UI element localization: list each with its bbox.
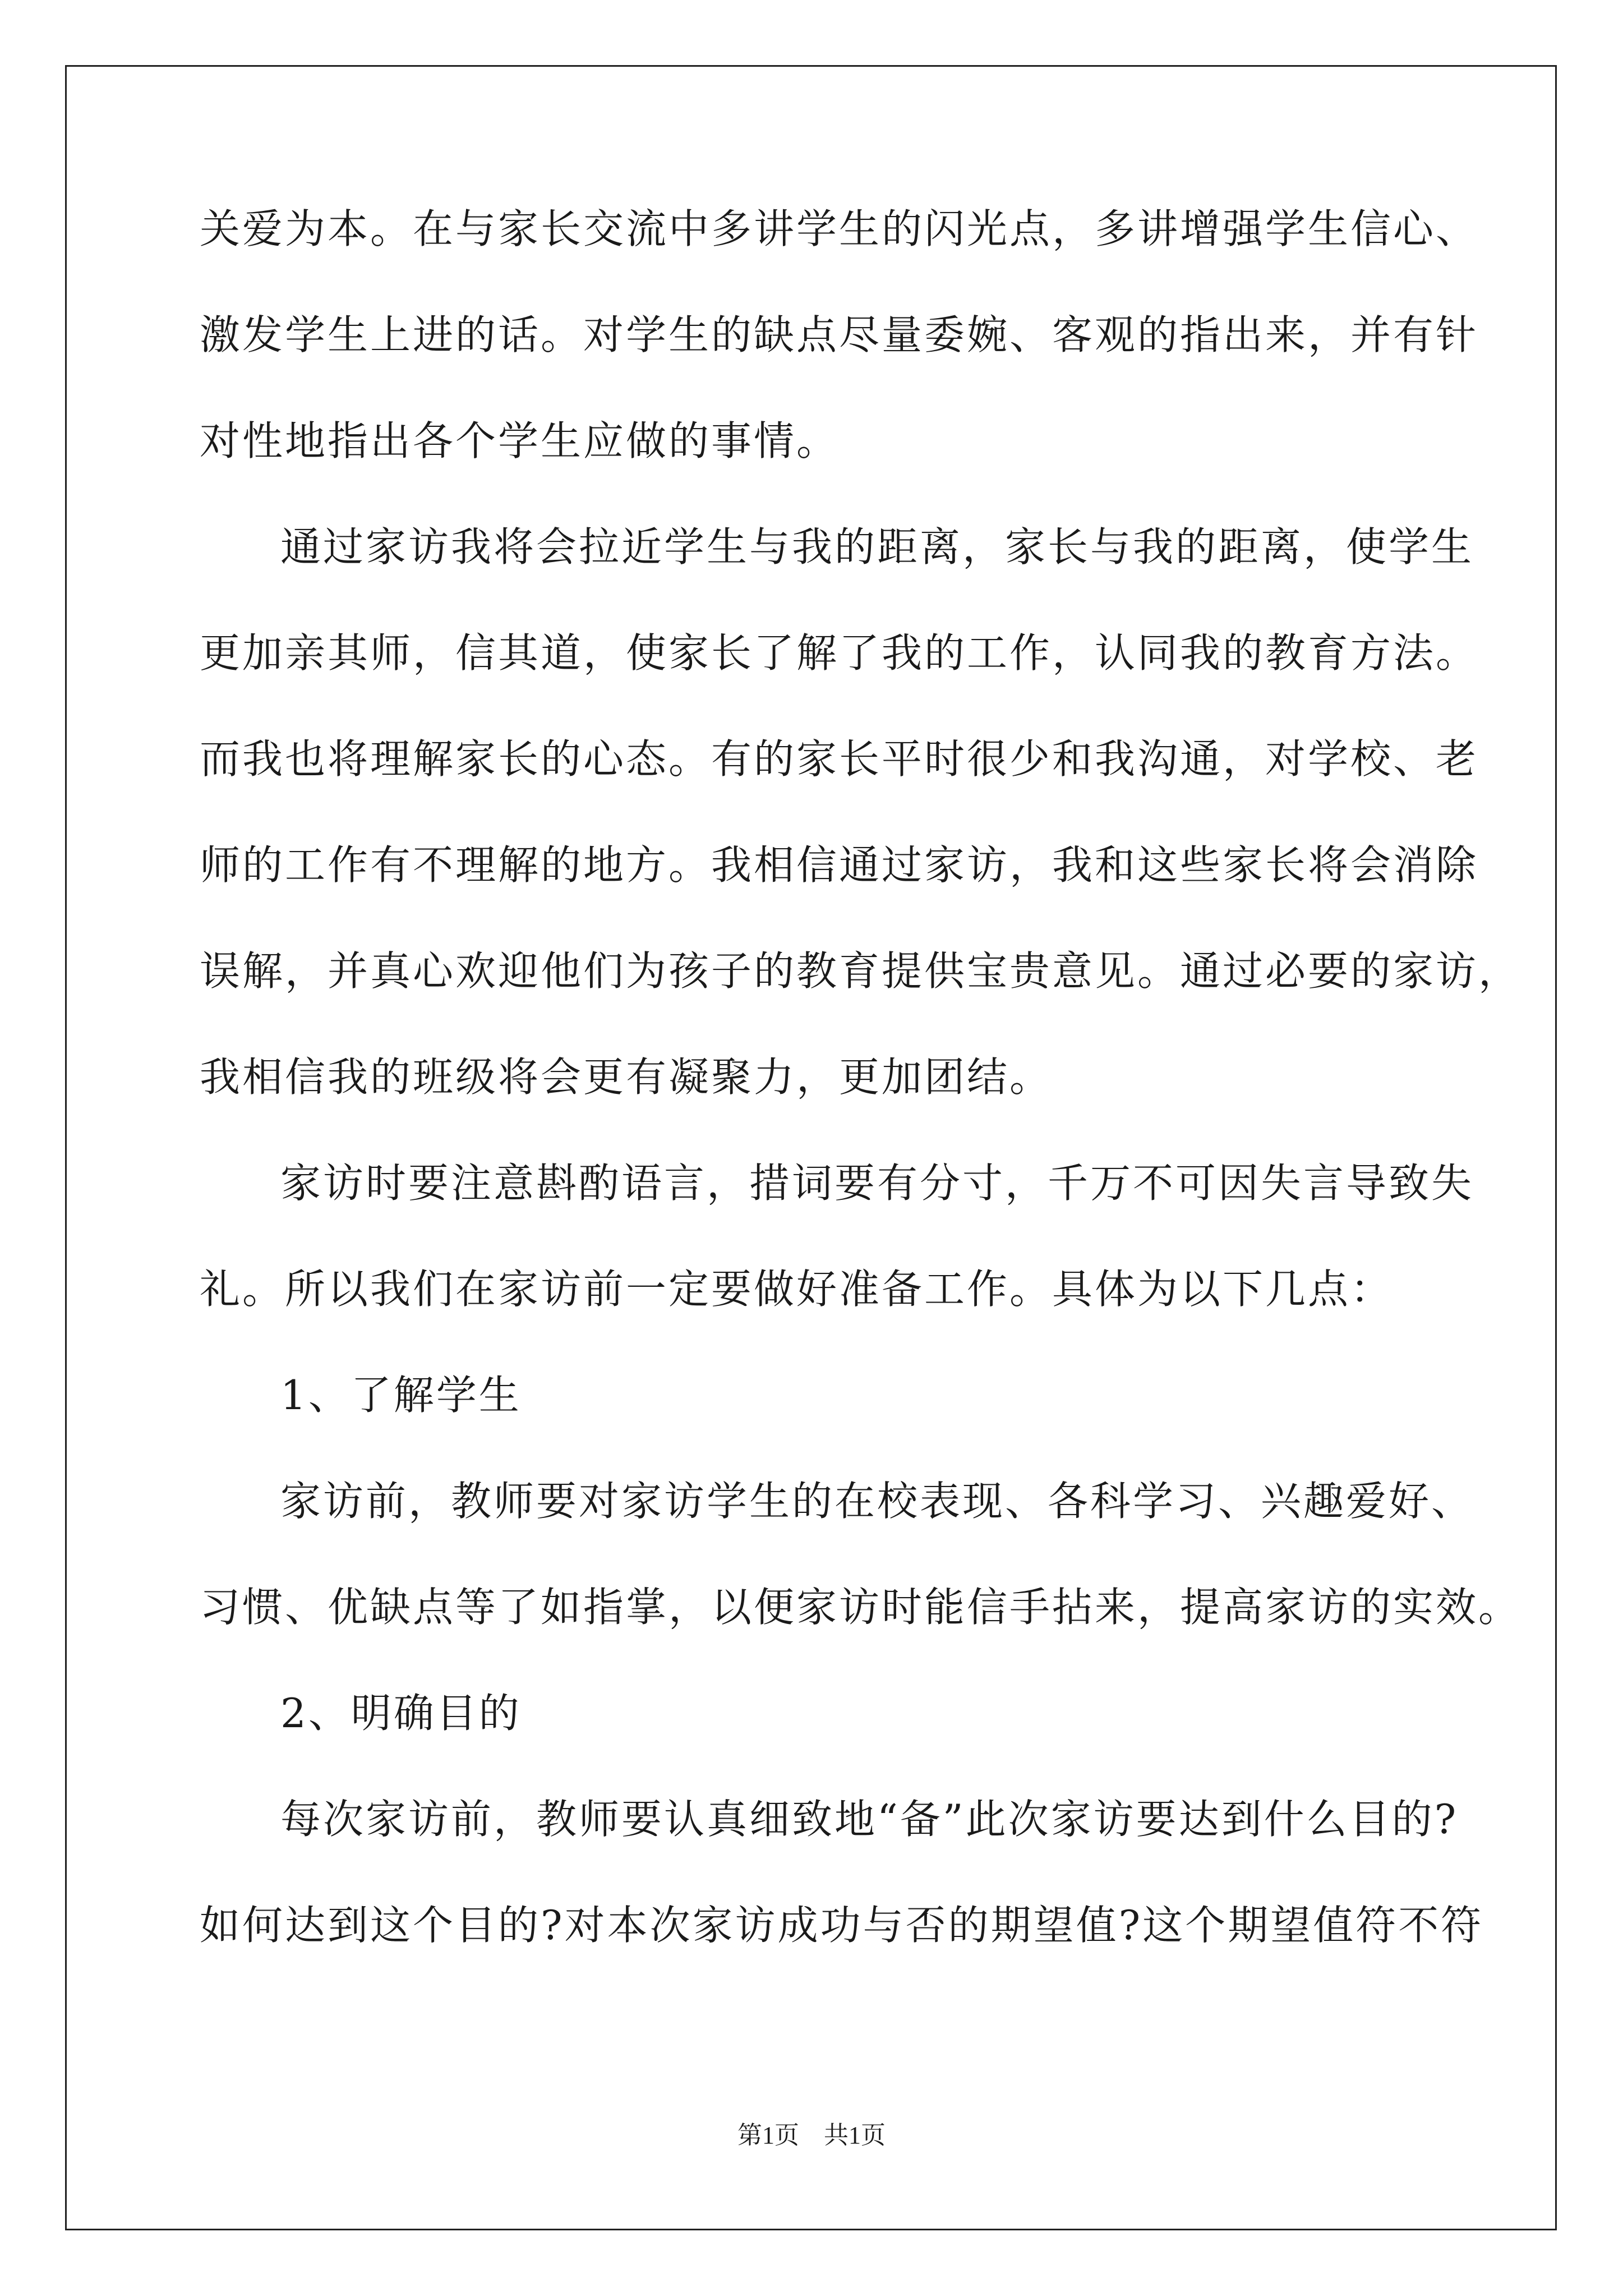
text-line-3: 对性地指出各个学生应做的事情。 (200, 417, 840, 464)
text-line-2: 激发学生上进的话。对学生的缺点尽量委婉、客观的指出来，并有针 (200, 311, 1479, 358)
text-line-8: 误解，并真心欢迎他们为孩子的教育提供宝贵意见。通过必要的家访， (200, 947, 1521, 995)
text-line-1: 关爱为本。在与家长交流中多讲学生的闪光点，多讲增强学生信心、 (200, 205, 1479, 252)
page-number-footer: 第1页 共1页 (737, 2122, 886, 2149)
document-body (200, 205, 1521, 2011)
text-line-14: 习惯、优缺点等了如指掌，以便家访时能信手拈来，提高家访的实效。 (200, 1584, 1521, 1631)
text-line-9: 我相信我的班级将会更有凝聚力，更加团结。 (200, 1053, 1053, 1101)
text-line-11: 礼。所以我们在家访前一定要做好准备工作。具体为以下几点： (200, 1266, 1394, 1313)
text-line-16: 每次家访前，教师要认真细致地“备”此次家访要达到什么目的? (280, 1796, 1459, 1843)
text-line-10: 家访时要注意斟酌语言，措词要有分寸，千万不可因失言导致失 (280, 1159, 1474, 1207)
text-line-17: 如何达到这个目的?对本次家访成功与否的期望值?这个期望值符不符 (200, 1902, 1484, 1949)
text-line-5: 更加亲其师，信其道，使家长了解了我的工作，认同我的教育方法。 (200, 629, 1479, 677)
section-heading-2: 2、明确目的 (280, 1690, 522, 1737)
text-line-4: 通过家访我将会拉近学生与我的距离，家长与我的距离，使学生 (280, 523, 1474, 570)
section-heading-1: 1、了解学生 (280, 1372, 522, 1419)
text-line-6: 而我也将理解家长的心态。有的家长平时很少和我沟通，对学校、老 (200, 735, 1479, 783)
text-line-7: 师的工作有不理解的地方。我相信通过家访，我和这些家长将会消除 (200, 841, 1479, 889)
text-line-13: 家访前，教师要对家访学生的在校表现、各科学习、兴趣爱好、 (280, 1478, 1474, 1525)
